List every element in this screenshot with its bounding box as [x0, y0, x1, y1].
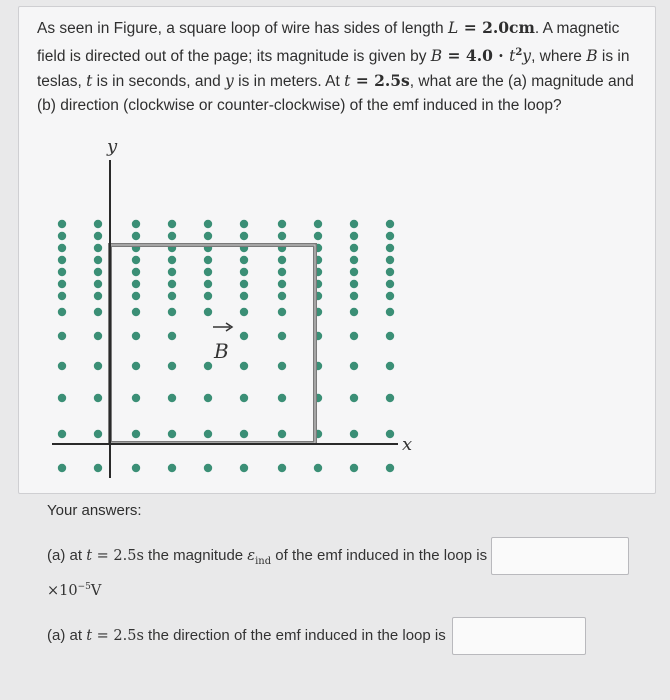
field-dot — [58, 430, 66, 438]
field-dot — [132, 308, 140, 316]
unit-times: ×10 — [47, 583, 78, 599]
field-dot — [314, 220, 322, 228]
problem-text: . A magnetic field is directed out of the page; its magnitude is given by — [37, 20, 620, 66]
field-dot — [58, 256, 66, 264]
field-dot — [94, 232, 102, 240]
field-dot — [204, 308, 212, 316]
field-dot — [168, 292, 176, 300]
unit-volt: V — [90, 583, 102, 599]
field-dot — [168, 394, 176, 402]
field-dot — [278, 430, 286, 438]
problem-text: , what are the (a) magnitude and (b) direction (clockwise or counter-clockwise) of the emf induced in the loop? — [37, 73, 634, 115]
field-dot — [240, 362, 248, 370]
field-dot — [240, 464, 248, 472]
field-dot — [132, 256, 140, 264]
field-dot — [94, 244, 102, 252]
field-dot — [204, 232, 212, 240]
field-dot — [58, 362, 66, 370]
q-prefix: (a) at — [47, 547, 87, 564]
field-dot — [350, 280, 358, 288]
field-dot — [278, 308, 286, 316]
field-dot — [386, 430, 394, 438]
field-dot — [240, 430, 248, 438]
field-dot — [132, 292, 140, 300]
field-dot — [278, 394, 286, 402]
field-dot — [386, 280, 394, 288]
q-eq: = 2.5s — [92, 628, 144, 644]
problem-text: is in meters. At — [233, 73, 345, 91]
field-dot — [386, 244, 394, 252]
field-dot — [240, 232, 248, 240]
answers-label: Your answers: — [47, 502, 142, 519]
question-a-text — [47, 547, 487, 567]
field-dot — [168, 280, 176, 288]
q-mid: the magnitude — [143, 547, 248, 564]
field-dot — [94, 394, 102, 402]
field-dot — [240, 394, 248, 402]
field-dot — [168, 268, 176, 276]
field-dot — [94, 430, 102, 438]
field-dot — [204, 280, 212, 288]
field-dot — [168, 220, 176, 228]
field-dot — [386, 232, 394, 240]
var-L: L — [448, 19, 459, 37]
var-y: y — [225, 72, 234, 91]
q-eq: = 2.5s — [92, 548, 144, 564]
field-dot — [386, 362, 394, 370]
var-t: t — [344, 72, 351, 91]
problem-statement: As seen in Figure, a square loop of wire has sides of length L = 2.0cm. A magnetic field is directed out of the page; its magnitude is given by $B = 4.0 \cdot t^2y$, where B is in teslas, t is in seconds, and y is in meters. At t = 2.5s, what are the (a) magnitude and (b) direction (clockwise or counter-clockwise) of the emf induced in the loop? — [37, 18, 634, 115]
field-dot — [350, 232, 358, 240]
field-dot — [204, 220, 212, 228]
field-dot — [240, 268, 248, 276]
field-dot — [278, 268, 286, 276]
field-dot — [132, 220, 140, 228]
var-B: B — [430, 47, 443, 66]
magnitude-answer-input[interactable] — [491, 537, 629, 575]
field-dot — [58, 394, 66, 402]
field-dot — [350, 220, 358, 228]
field-dot — [350, 430, 358, 438]
field-dot — [204, 464, 212, 472]
field-dot — [132, 232, 140, 240]
field-dot — [350, 244, 358, 252]
field-dot — [168, 256, 176, 264]
field-dot — [350, 394, 358, 402]
field-dot — [132, 332, 140, 340]
q-var: t — [86, 548, 93, 564]
field-dot — [386, 332, 394, 340]
q-suffix: the direction of the emf induced in the loop is — [143, 627, 446, 644]
field-label: B — [214, 339, 229, 363]
field-dot — [94, 220, 102, 228]
field-dot — [168, 232, 176, 240]
field-dot — [240, 220, 248, 228]
direction-answer-input[interactable] — [452, 617, 586, 655]
field-dot — [386, 464, 394, 472]
question-a-unit — [47, 582, 101, 599]
emf-subscript: ind — [255, 556, 272, 567]
field-dot — [278, 464, 286, 472]
field-dot — [94, 280, 102, 288]
field-dot — [204, 430, 212, 438]
field-dot — [168, 308, 176, 316]
field-dot — [278, 232, 286, 240]
field-dot — [94, 256, 102, 264]
q-prefix: (a) at — [47, 627, 87, 644]
field-dot — [168, 362, 176, 370]
field-dot — [350, 308, 358, 316]
field-dot — [240, 256, 248, 264]
y-axis-label: y — [107, 136, 118, 157]
field-dot — [168, 430, 176, 438]
field-dot — [278, 280, 286, 288]
field-dot — [58, 232, 66, 240]
formula-coef: = 4.0 · — [442, 46, 510, 66]
field-dot — [350, 292, 358, 300]
x-axis-label: x — [402, 434, 413, 455]
field-dot — [168, 332, 176, 340]
field-dot — [132, 362, 140, 370]
question-b-text — [47, 627, 446, 644]
field-dot — [350, 256, 358, 264]
field-dot — [132, 268, 140, 276]
var-B: B — [586, 47, 598, 66]
field-dot — [204, 362, 212, 370]
unit-exponent: −5 — [77, 582, 91, 592]
field-dot — [314, 464, 322, 472]
field-dot — [278, 332, 286, 340]
var-t: t — [86, 72, 93, 91]
field-dot — [58, 268, 66, 276]
field-dot — [386, 256, 394, 264]
field-dot — [94, 332, 102, 340]
field-dot — [386, 308, 394, 316]
var-t: t — [509, 47, 516, 66]
problem-text: , where — [531, 48, 587, 66]
field-dot — [240, 292, 248, 300]
field-dot — [58, 332, 66, 340]
length-value: 2.0cm — [482, 18, 535, 37]
field-dot — [278, 256, 286, 264]
field-dot — [240, 308, 248, 316]
problem-text: is in teslas, — [37, 48, 630, 91]
field-dot — [350, 268, 358, 276]
field-dot — [58, 292, 66, 300]
field-dot — [58, 308, 66, 316]
field-dot — [350, 362, 358, 370]
q-suffix: of the emf induced in the loop is — [271, 547, 488, 564]
eq-sign: = — [458, 18, 483, 37]
field-dot — [94, 292, 102, 300]
field-dot — [94, 362, 102, 370]
field-dot — [386, 268, 394, 276]
emf-symbol: ε — [247, 548, 256, 564]
field-dot — [58, 244, 66, 252]
problem-text: As seen in Figure, a square loop of wire has sides of length — [37, 20, 448, 37]
field-dot — [278, 362, 286, 370]
q-var: t — [86, 628, 93, 644]
field-dot — [278, 292, 286, 300]
field-dot — [314, 232, 322, 240]
field-dot — [386, 220, 394, 228]
field-dot — [240, 280, 248, 288]
field-dot — [350, 464, 358, 472]
field-dot — [94, 308, 102, 316]
field-dot — [240, 332, 248, 340]
field-dot — [278, 220, 286, 228]
field-dot — [58, 220, 66, 228]
field-dot — [132, 280, 140, 288]
field-dot — [58, 280, 66, 288]
field-dot — [204, 256, 212, 264]
field-dot — [132, 394, 140, 402]
field-dot — [94, 464, 102, 472]
field-dot — [58, 464, 66, 472]
field-dot — [204, 394, 212, 402]
field-dot — [94, 268, 102, 276]
field-dot — [132, 464, 140, 472]
field-dot — [386, 292, 394, 300]
time-value: 2.5s — [374, 71, 410, 91]
var-y: y — [522, 47, 532, 66]
field-dot — [204, 292, 212, 300]
problem-text: is in seconds, and — [92, 73, 226, 91]
eq-sign: = — [350, 71, 375, 91]
field-dot — [132, 430, 140, 438]
field-dot — [204, 268, 212, 276]
field-dot — [350, 332, 358, 340]
field-dot — [168, 464, 176, 472]
field-dot — [386, 394, 394, 402]
